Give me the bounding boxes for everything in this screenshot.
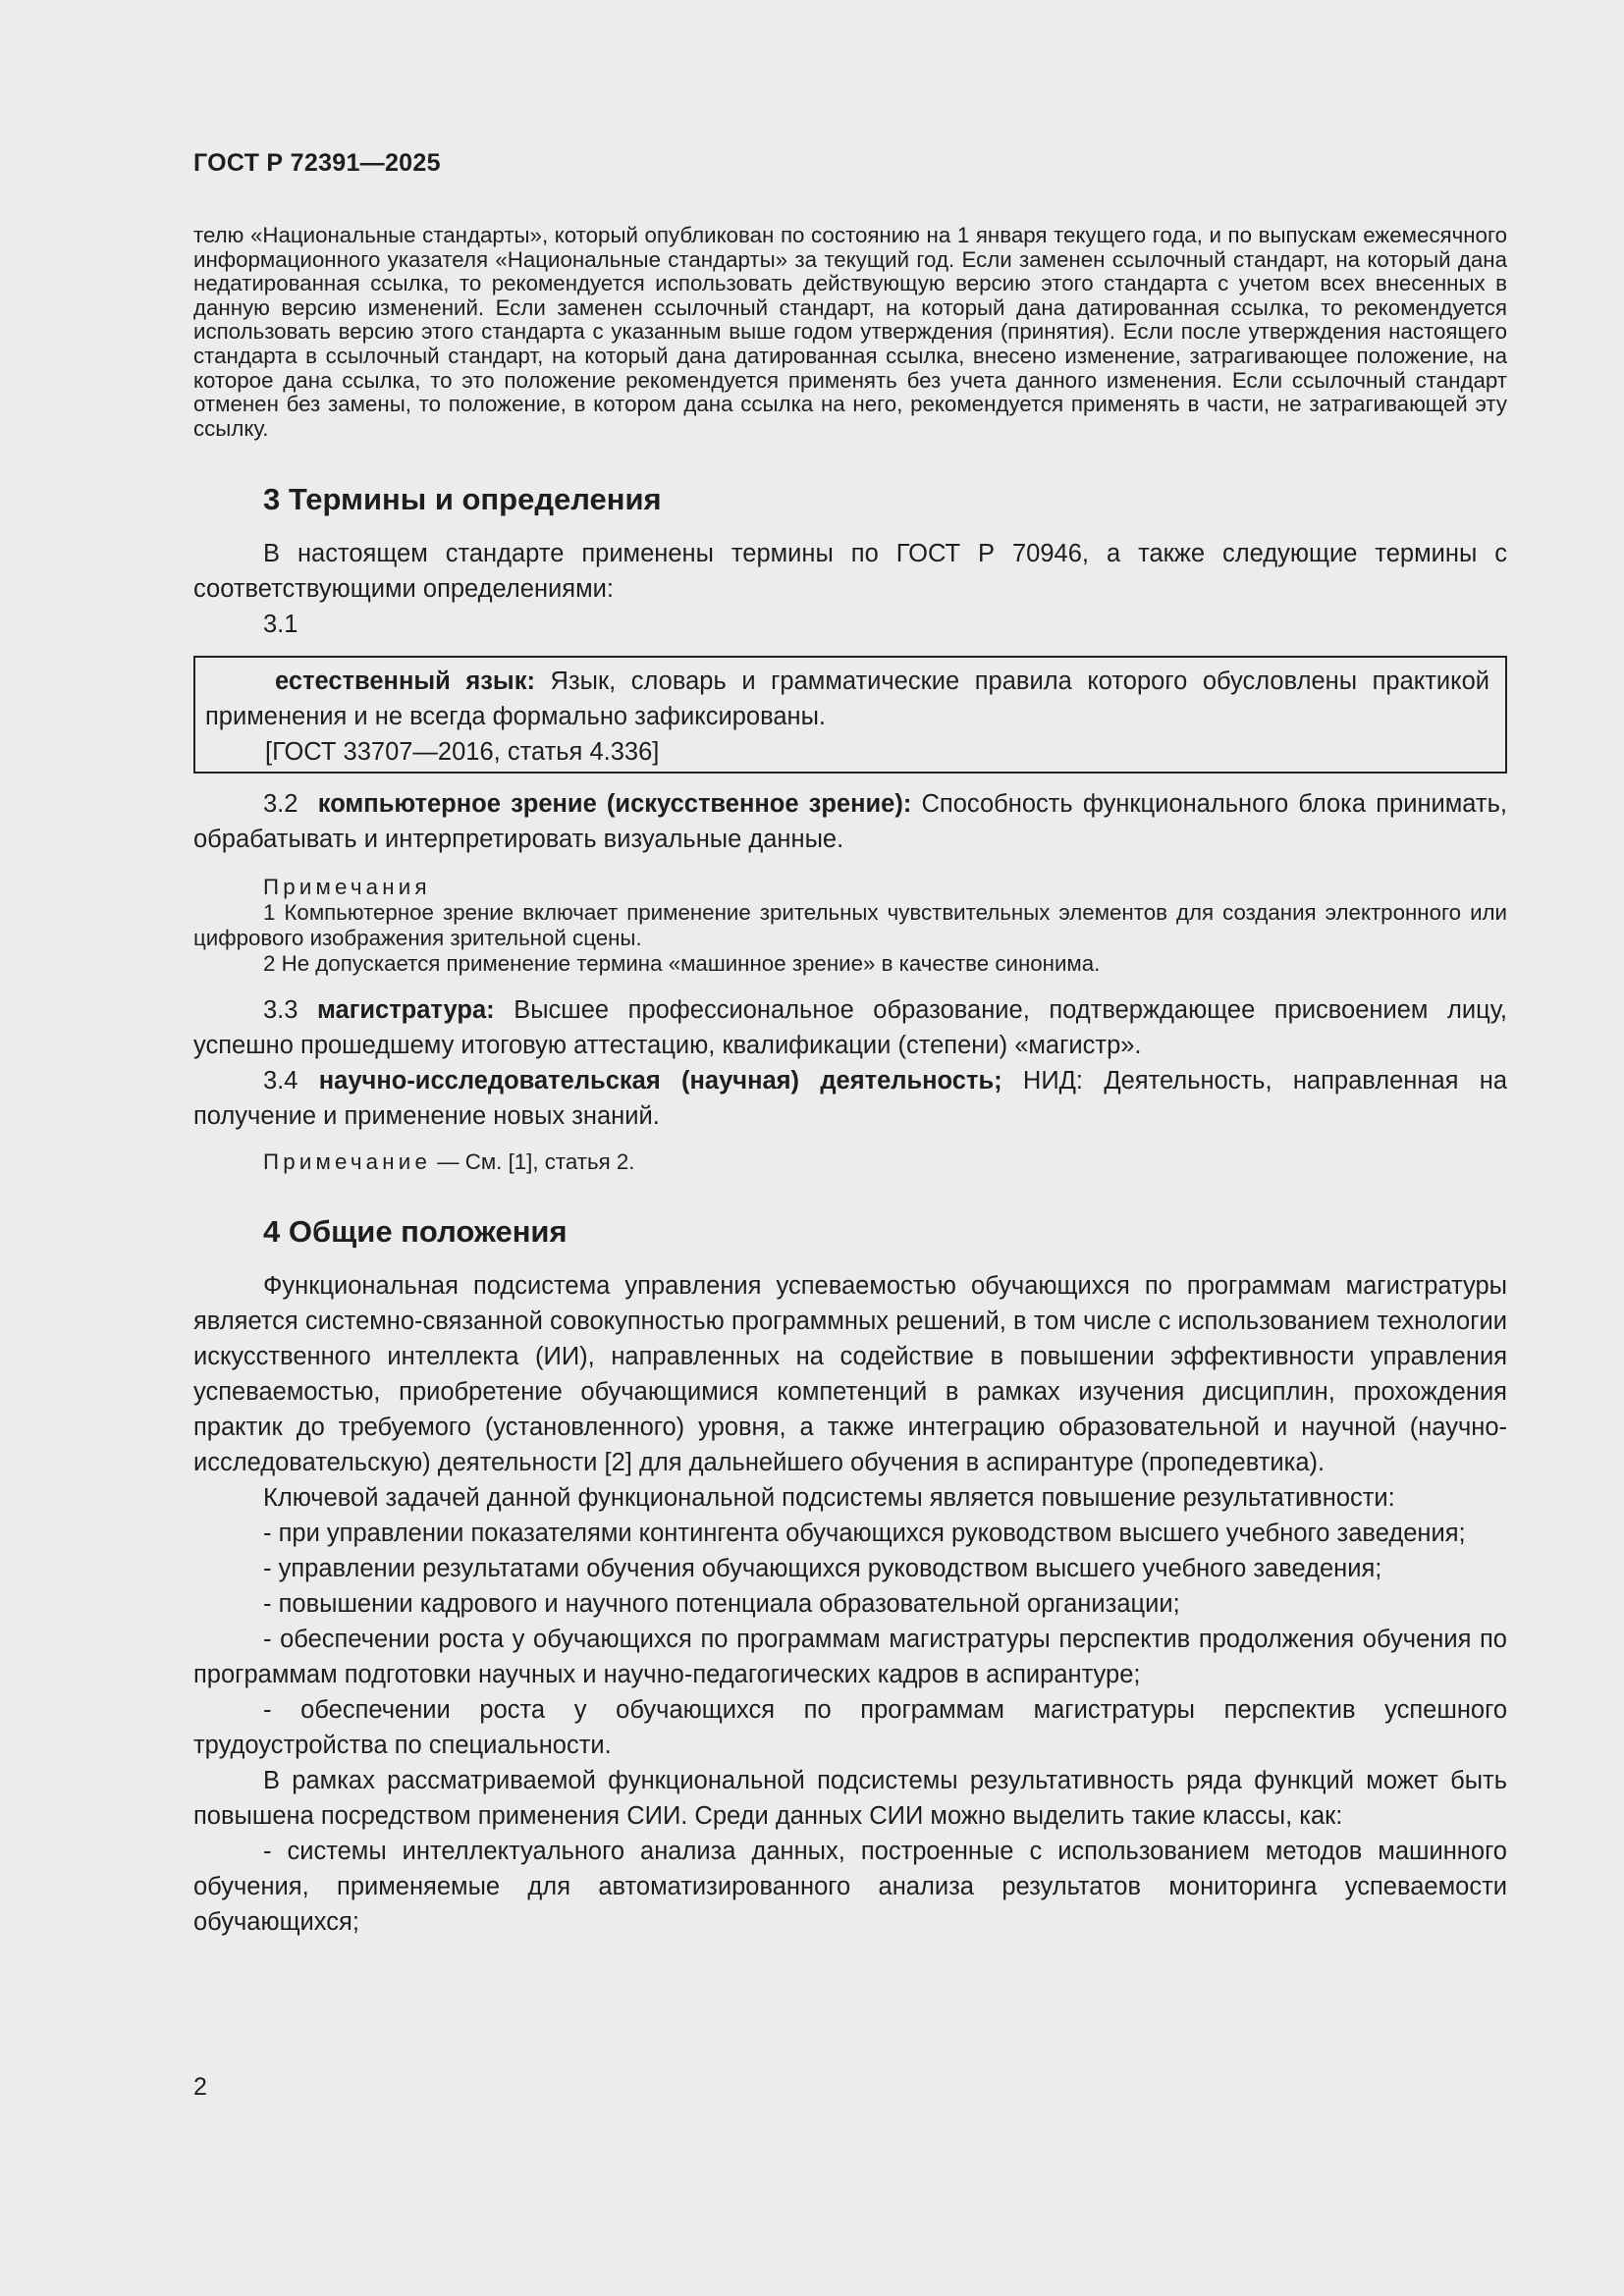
term-3-2-name: компьютерное зрение (искусственное зрение): — [317, 790, 912, 819]
term-3-4-number: 3.4 — [263, 1067, 298, 1095]
term-3-3-number: 3.3 — [263, 996, 298, 1025]
list-item: - обеспечении роста у обучающихся по программам магистратуры перспектив успешного трудоустройства по специальности. — [193, 1696, 1507, 1760]
list-item: - при управлении показателями контингента обучающихся руководством высшего учебного заведения; — [263, 1520, 1466, 1548]
term-3-1 — [205, 664, 1489, 734]
intro-paragraph: телю «Национальные стандарты», который опубликован по состоянию на 1 января текущего года, и по выпускам ежемесячного информационного указателя «Национальные стандарты» за текущий год. Если заменен ссылочный стандарт, на который дана недатированная ссылка, то рекомендуется использовать действующую версию этого стандарта с учетом всех внесенных в данную версию изменений. Если заменен ссылочный стандарт, на который дана датированная ссылка, то рекомендуется использовать версию этого стандарта с указанным выше годом утверждения (принятия). Если после утверждения настоящего стандарта в ссылочный стандарт, на который дана датированная ссылка, внесено изменение, затрагивающее положение, на которое дана ссылка, то это положение рекомендуется применять без учета данного изменения. Если ссылочный стандарт отменен без замены, то положение, в котором дана ссылка на него, рекомендуется применять в части, не затрагивающей эту ссылку. — [193, 223, 1507, 441]
section-4-paragraph-3: В рамках рассматриваемой функциональной подсистемы результативность ряда функций может быть повышена посредством применения СИИ. Среди данных СИИ можно выделить такие классы, как: — [193, 1767, 1507, 1831]
term-3-2-number: 3.2 — [263, 790, 298, 819]
list-item: - системы интеллектуального анализа данных, построенные с использованием методов машинного обучения, применяемые для автоматизированного анализа результатов мониторинга успеваемости обучающихся; — [193, 1838, 1507, 1937]
term-3-2-note-2: 2 Не допускается применение термина «машинное зрение» в качестве синонима. — [263, 951, 1101, 977]
term-3-3 — [193, 992, 1507, 1063]
page-number: 2 — [193, 2073, 207, 2101]
section-4-paragraph-2: Ключевой задачей данной функциональной подсистемы является повышение результативности: — [263, 1484, 1395, 1513]
term-3-4-note-text: — См. [1], статья 2. — [431, 1149, 635, 1175]
term-3-4-note-label: Примечание — [263, 1149, 432, 1175]
term-3-3-definition: Высшее профессиональное образование, подтверждающее присвоением лицу, успешно прошедшему итоговую аттестацию, квалификации (степени) «магистр». — [193, 996, 1507, 1060]
term-3-1-number: 3.1 — [263, 611, 298, 639]
section-3-intro: В настоящем стандарте применены термины по ГОСТ Р 70946, а также следующие термины с соответствующими определениями: — [193, 540, 1507, 604]
term-3-4-note — [193, 1149, 1507, 1175]
page-content — [193, 224, 1507, 1940]
term-3-2-notes-title: Примечания — [263, 875, 431, 900]
term-3-1-name: естественный язык: — [275, 667, 535, 696]
list-item: - управлении результатами обучения обучающихся руководством высшего учебного заведения; — [263, 1555, 1382, 1583]
section-4-heading: 4 Общие положения — [263, 1214, 568, 1250]
section-3-heading: 3 Термины и определения — [263, 482, 662, 517]
term-3-1-box — [193, 656, 1507, 774]
term-3-1-reference: [ГОСТ 33707—2016, статья 4.336] — [265, 738, 660, 767]
term-3-2 — [193, 786, 1507, 857]
list-item: - повышении кадрового и научного потенциала образовательной организации; — [263, 1590, 1180, 1619]
term-3-1-definition: Язык, словарь и грамматические правила которого обусловлены практикой применения и не всегда формально зафиксированы. — [205, 667, 1490, 731]
term-3-4 — [193, 1063, 1507, 1134]
term-3-2-note-1: 1 Компьютерное зрение включает применение зрительных чувствительных элементов для создания электронного или цифрового изображения зрительной сцены. — [193, 900, 1507, 951]
document-header: ГОСТ Р 72391—2025 — [193, 149, 441, 177]
term-3-4-name: научно-исследовательская (научная) деятельность; — [318, 1067, 1002, 1095]
term-3-2-definition: Способность функционального блока принимать, обрабатывать и интерпретировать визуальные данные. — [193, 790, 1507, 854]
section-4-paragraph-1: Функциональная подсистема управления успеваемостью обучающихся по программам магистратуры является системно-связанной совокупностью программных решений, в том числе с использованием технологии искусственного интеллекта (ИИ), направленных на содействие в повышении эффективности управления успеваемостью, приобретение обучающимися компетенций в рамках изучения дисциплин, прохождения практик до требуемого (установленного) уровня, а также интеграцию образовательной и научной (научно-исследовательскую) деятельности [2] для дальнейшего обучения в аспирантуре (пропедевтика). — [193, 1272, 1507, 1477]
term-3-4-definition: НИД: Деятельность, направленная на получение и применение новых знаний. — [193, 1067, 1508, 1131]
term-3-3-name: магистратура: — [317, 996, 495, 1025]
list-item: - обеспечении роста у обучающихся по программам магистратуры перспектив продолжения обучения по программам подготовки научных и научно-педагогических кадров в аспирантуре; — [193, 1626, 1507, 1689]
